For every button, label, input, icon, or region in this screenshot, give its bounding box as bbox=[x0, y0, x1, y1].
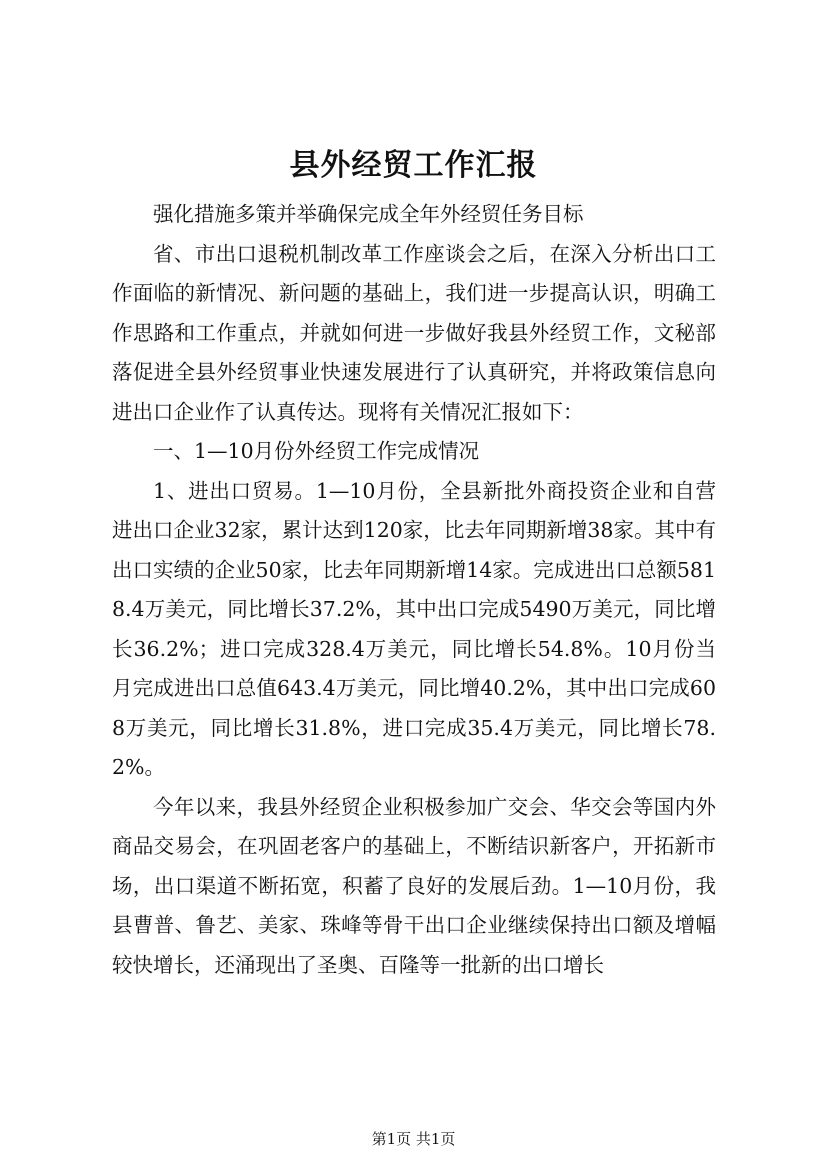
document-title: 县外经贸工作汇报 bbox=[289, 148, 538, 183]
section-heading: 一、1—10月份外经贸工作完成情况 bbox=[153, 439, 480, 463]
paragraph-intro: 省、市出口退税机制改革工作座谈会之后，在深入分析出口工作面临的新情况、新问题的基础上，我们进一步提高认识，明确工作思路和工作重点，并就如何进一步做好我县外经贸工作，文秘部落促进全县外经贸事业快速发展进行了认真研究，并将政策信息向进出口企业作了认真传达。现将有关情况汇报如下： bbox=[112, 241, 716, 424]
document-body bbox=[112, 195, 716, 985]
paragraph-subtitle: 强化措施多策并举确保完成全年外经贸任务目标 bbox=[153, 202, 584, 226]
paragraph-fairs: 今年以来，我县外经贸企业积极参加广交会、华交会等国内外商品交易会，在巩固老客户的基础上，不断结识新客户，开拓新市场，出口渠道不断拓宽，积蓄了良好的发展后劲。1—10月份，我县曹普、鲁艺、美家、珠峰等骨干出口企业继续保持出口额及增幅较快增长，还涌现出了圣奥、百隆等一批新的出口增长 bbox=[112, 794, 716, 977]
paragraph-trade: 1、进出口贸易。1—10月份，全县新批外商投资企业和自营进出口企业32家，累计达到120家，比去年同期新增38家。其中有出口实绩的企业50家，比去年同期新增14家。完成进出口总额5818.4万美元，同比增长37.2%，其中出口完成5490万美元，同比增长36.2%；进口完成328.4万美元，同比增长54.8%。10月份当月完成进出口总值643.4万美元，同比增40.2%，其中出口完成608万美元，同比增长31.8%，进口完成35.4万美元，同比增长78.2%。 bbox=[112, 478, 716, 779]
page-footer: 第1页 共1页 bbox=[371, 1130, 456, 1148]
